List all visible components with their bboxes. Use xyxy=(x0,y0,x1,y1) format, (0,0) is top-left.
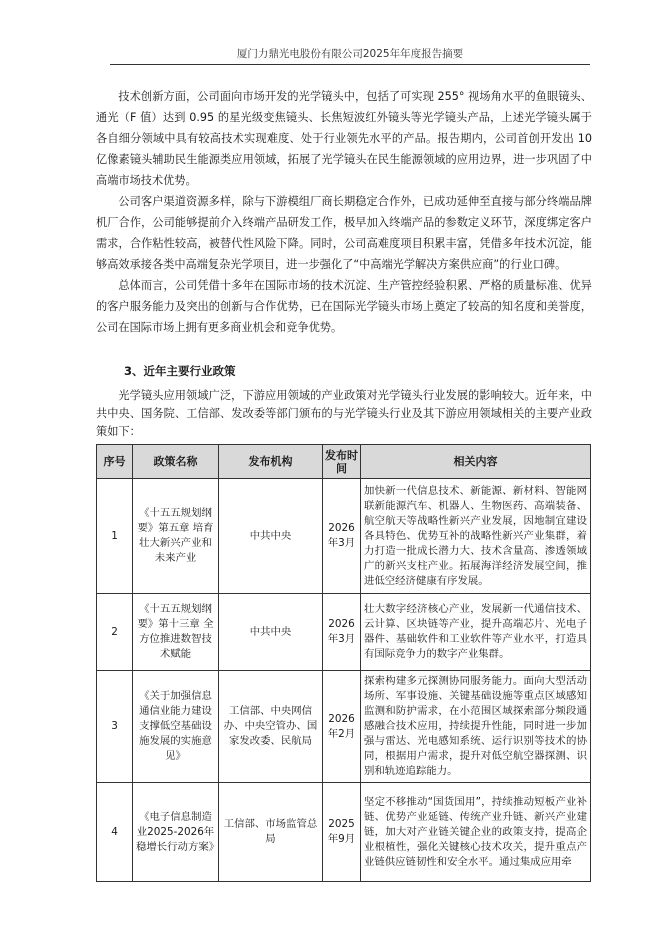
paragraph-customer-channels: 公司客户渠道资源多样，除与下游模组厂商长期稳定合作外，已成功延伸至直接与部分终端品牌机厂合作，公司能够提前介入终端产品研发工作，极早加入终端产品的参数定义环节，深度绑定客户需求，合作粘性较高，被替代性风险下降。同时，公司高难度项目积累丰富，凭借多年技术沉淀，能够高效承接各类中高端复杂光学项目，进一步强化了“中高端光学解决方案供应商”的行业口碑。 xyxy=(96,195,592,271)
header-content: 相关内容 xyxy=(361,445,591,479)
header-issuer: 发布机构 xyxy=(219,445,323,479)
cell-content: 探索构建多元探测协同服务能力。面向大型活动场所、军事设施、关键基础设施等重点区域感知监测和防护需求，在小范围区域探索部分频段通感融合技术应用，持续提升性能，同时进一步加强与雷达、光电感知系统、运行识别等技术的协同，根据用户需求，提升对低空航空器探测、识别和轨迹追踪能力。 xyxy=(361,671,591,783)
cell-content: 壮大数字经济核心产业，发展新一代通信技术、云计算、区块链等产业，提升高端芯片、光电子器件、基础软件和工业软件等产业水平，打造具有国际竞争力的数字产业集群。 xyxy=(361,594,591,671)
cell-content: 加快新一代信息技术、新能源、新材料、智能网联新能源汽车、机器人、生物医药、高端装备、航空航天等战略性新兴产业发展，因地制宜建设各具特色、优势互补的战略性新兴产业集群，着力打造一批成长潜力大、技术含量高、渗透领域广的新兴支柱产业。拓展海洋经济发展空间，推进低空经济健康有序发展。 xyxy=(361,479,591,594)
policy-table xyxy=(96,444,591,882)
cell-num: 4 xyxy=(97,783,133,882)
cell-issuer: 中共中央 xyxy=(219,594,323,671)
header-divider xyxy=(110,64,590,65)
header-policy-name: 政策名称 xyxy=(133,445,219,479)
cell-policy-name: 《十五五规划纲要》第十三章 全方位推进数智技术赋能 xyxy=(133,594,219,671)
cell-content xyxy=(361,783,591,882)
body-text xyxy=(96,86,592,338)
table-row xyxy=(97,479,591,594)
table-row xyxy=(97,671,591,783)
table-header-row xyxy=(97,445,591,479)
table-row xyxy=(97,783,591,882)
cell-date: 2026年3月 xyxy=(323,594,361,671)
cell-num: 3 xyxy=(97,671,133,783)
cell-date: 2026年3月 xyxy=(323,479,361,594)
section-intro-text: 光学镜头应用领域广泛，下游应用领域的产业政策对光学镜头行业发展的影响较大。近年来，中共中央、国务院、工信部、发改委等部门颁布的与光学镜头行业及其下游应用领域相关的主要产业政策如下： xyxy=(96,389,592,438)
section-heading: 3、近年主要行业政策 xyxy=(124,364,236,378)
cell-issuer: 中共中央 xyxy=(219,479,323,594)
cell-date: 2025年9月 xyxy=(323,783,361,882)
cell-num: 2 xyxy=(97,594,133,671)
paragraph-tech-innovation: 技术创新方面，公司面向市场开发的光学镜头中，包括了可实现 255° 视场角水平的鱼眼镜头、通光（F 值）达到 0.95 的星光级变焦镜头、长焦短波红外镜头等光学镜头产品，上述光学镜头属于各自细分领域中具有较高技术实现难度、处于行业领先水平的产品。报告期内，公司首创开发出 10 亿像素镜头辅助民生能源类应用领域，拓展了光学镜头在民生能源领域的应用边界，进一步巩固了中高端市场技术优势。 xyxy=(96,90,592,187)
report-header: 厦门力鼎光电股份有限公司2025年年度报告摘要 xyxy=(236,48,464,60)
cell-issuer: 工信部、中央网信办、中央空管办、国家发改委、民航局 xyxy=(219,671,323,783)
cell-policy-name: 《十五五规划纲要》第五章 培育壮大新兴产业和未来产业 xyxy=(133,479,219,594)
cell-issuer: 工信部、市场监管总局 xyxy=(219,783,323,882)
header-date: 发布时间 xyxy=(323,445,361,479)
cell-policy-name: 《电子信息制造业2025-2026年稳增长行动方案》 xyxy=(133,783,219,882)
paragraph-summary: 总体而言，公司凭借十多年在国际市场的技术沉淀、生产管控经验积累、严格的质量标准、优异的客户服务能力及突出的创新与合作优势，已在国际光学镜头市场上奠定了较高的知名度和美誉度，公司在国际市场上拥有更多商业机会和竞争优势。 xyxy=(96,279,592,334)
cell-content-text: 坚定不移推动“国货国用”，持续推动短板产业补链、优势产业延链、传统产业升链、新兴产业建链，加大对产业链关键企业的政策支持，提高企业根植性，强化关键核心技术攻关，提升重点产业链供应链韧性和安全水平。通过集成应用牵 xyxy=(364,795,587,868)
cell-policy-name: 《关于加强信息通信业能力建设 支撑低空基础设施发展的实施意见》 xyxy=(133,671,219,783)
header-num: 序号 xyxy=(97,445,133,479)
cell-num: 1 xyxy=(97,479,133,594)
table-row xyxy=(97,594,591,671)
cell-date: 2026年2月 xyxy=(323,671,361,783)
section-intro xyxy=(96,387,592,441)
